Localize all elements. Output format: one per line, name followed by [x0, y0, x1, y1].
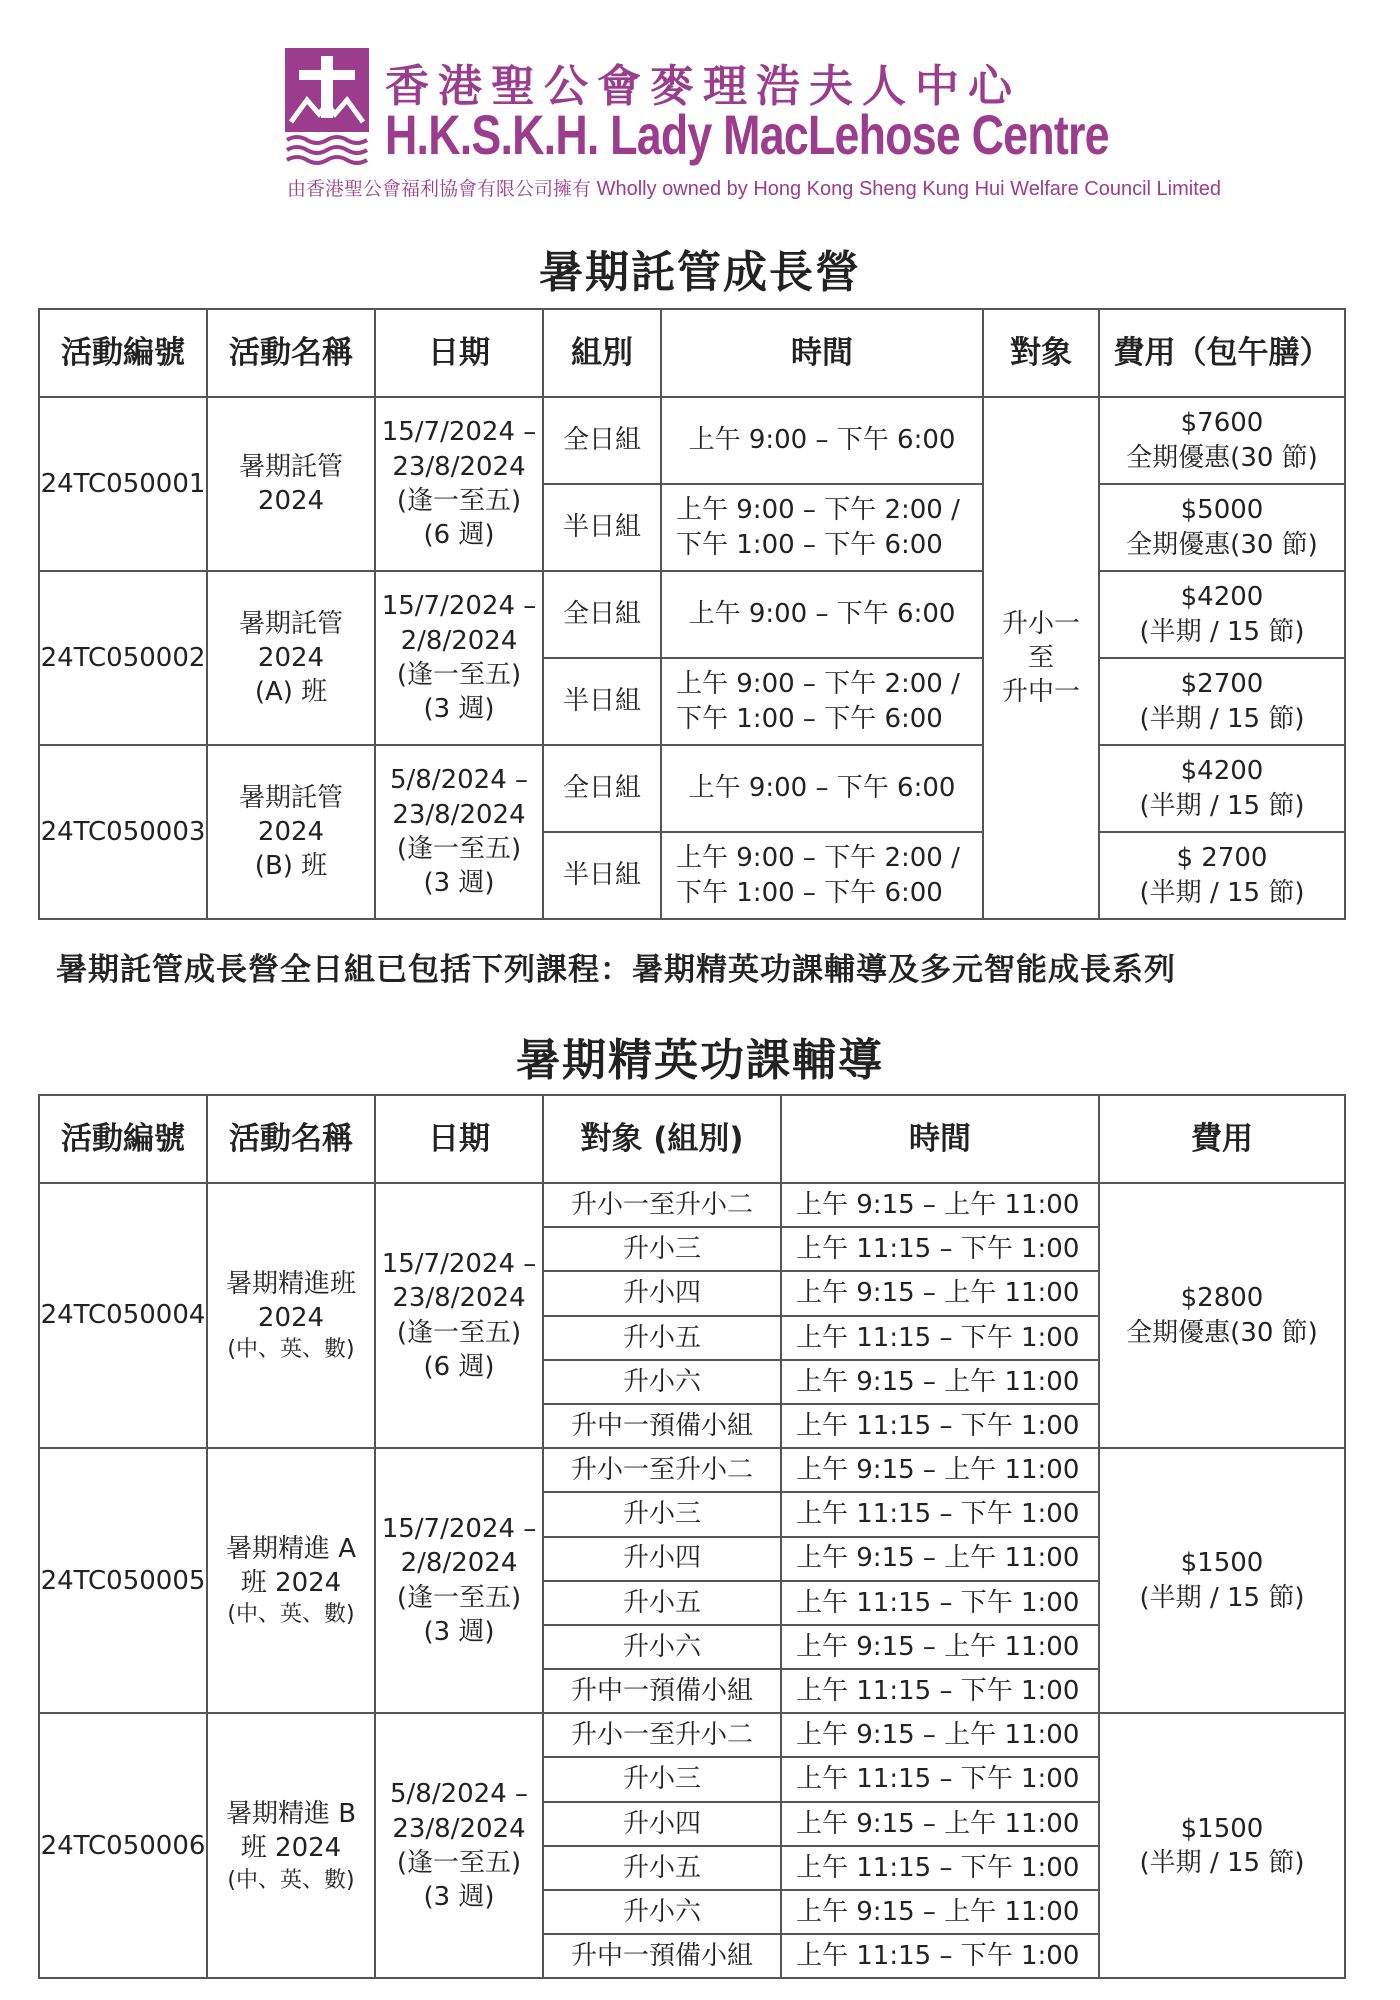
time-cell: 上午 9:00 – 下午 2:00 / 下午 1:00 – 下午 6:00 — [661, 484, 983, 571]
activity-name: 暑期精進 B 班 2024 (中、英、數) — [207, 1713, 375, 1978]
fee-cell: $5000 全期優惠(30 節) — [1099, 484, 1345, 571]
activity-code: 24TC050003 — [39, 745, 207, 919]
activity-date: 15/7/2024 – 23/8/2024 (逢一至五) (6 週) — [375, 397, 543, 571]
time-cell: 上午 11:15 – 下午 1:00 — [781, 1757, 1099, 1801]
homework-tutoring-table — [38, 1094, 1346, 1979]
header-date: 日期 — [375, 309, 543, 397]
time-cell: 上午 9:00 – 下午 6:00 — [661, 397, 983, 484]
fee-cell: $7600 全期優惠(30 節) — [1099, 397, 1345, 484]
fee-cell: $4200 (半期 / 15 節) — [1099, 745, 1345, 832]
time-cell: 上午 9:00 – 下午 2:00 / 下午 1:00 – 下午 6:00 — [661, 832, 983, 919]
day-camp-table — [38, 308, 1346, 920]
target-group: 升小六 — [543, 1890, 781, 1934]
time-cell: 上午 9:15 – 上午 11:00 — [781, 1183, 1099, 1227]
table-row — [39, 1448, 1345, 1492]
target-group: 升小四 — [543, 1271, 781, 1315]
time-cell: 上午 11:15 – 下午 1:00 — [781, 1581, 1099, 1625]
homework-tutoring-title: 暑期精英功課輔導 — [516, 1035, 884, 1086]
time-cell: 上午 9:15 – 上午 11:00 — [781, 1890, 1099, 1934]
time-cell: 上午 9:15 – 上午 11:00 — [781, 1448, 1099, 1492]
table-row — [39, 1713, 1345, 1757]
activity-date: 15/7/2024 – 2/8/2024 (逢一至五) (3 週) — [375, 1448, 543, 1713]
time-cell: 上午 11:15 – 下午 1:00 — [781, 1934, 1099, 1978]
ownership-chinese: 由香港聖公會福利協會有限公司擁有 — [287, 179, 592, 200]
time-cell: 上午 11:15 – 下午 1:00 — [781, 1227, 1099, 1271]
ownership-english: Wholly owned by Hong Kong Sheng Kung Hui Welfare Council Limited — [596, 178, 1222, 200]
activity-date: 5/8/2024 – 23/8/2024 (逢一至五) (3 週) — [375, 1713, 543, 1978]
activity-code: 24TC050005 — [39, 1448, 207, 1713]
activity-name: 暑期託管 2024 (A) 班 — [207, 571, 375, 745]
fee-cell: $2800 全期優惠(30 節) — [1099, 1183, 1345, 1448]
table-row — [39, 397, 1345, 484]
target-group: 升小六 — [543, 1625, 781, 1669]
time-cell: 上午 11:15 – 下午 1:00 — [781, 1492, 1099, 1536]
activity-code: 24TC050006 — [39, 1713, 207, 1978]
group-label: 全日組 — [543, 745, 661, 832]
ownership-line — [287, 174, 1221, 201]
time-cell: 上午 11:15 – 下午 1:00 — [781, 1846, 1099, 1890]
activity-name: 暑期精進班 2024 (中、英、數) — [207, 1183, 375, 1448]
target-group: 升中一預備小組 — [543, 1404, 781, 1448]
header-code: 活動編號 — [39, 309, 207, 397]
activity-code: 24TC050002 — [39, 571, 207, 745]
table-row — [39, 571, 1345, 658]
time-cell: 上午 9:00 – 下午 2:00 / 下午 1:00 – 下午 6:00 — [661, 658, 983, 745]
header-time: 時間 — [781, 1095, 1099, 1183]
activity-code: 24TC050004 — [39, 1183, 207, 1448]
group-label: 全日組 — [543, 397, 661, 484]
table-header-row — [39, 309, 1345, 397]
table-row — [39, 1183, 1345, 1227]
group-label: 全日組 — [543, 571, 661, 658]
activity-name: 暑期託管 2024 (B) 班 — [207, 745, 375, 919]
header-time: 時間 — [661, 309, 983, 397]
target-group: 升小一至升小二 — [543, 1713, 781, 1757]
target-group: 升小五 — [543, 1581, 781, 1625]
time-cell: 上午 9:15 – 上午 11:00 — [781, 1537, 1099, 1581]
activity-date: 15/7/2024 – 23/8/2024 (逢一至五) (6 週) — [375, 1183, 543, 1448]
table-header-row — [39, 1095, 1345, 1183]
target-group: 升小五 — [543, 1316, 781, 1360]
header-code: 活動編號 — [39, 1095, 207, 1183]
time-cell: 上午 11:15 – 下午 1:00 — [781, 1669, 1099, 1713]
activity-name: 暑期託管 2024 — [207, 397, 375, 571]
time-cell: 上午 9:00 – 下午 6:00 — [661, 571, 983, 658]
table-row — [39, 745, 1345, 832]
time-cell: 上午 9:15 – 上午 11:00 — [781, 1360, 1099, 1404]
header-name: 活動名稱 — [207, 1095, 375, 1183]
header-name: 活動名稱 — [207, 309, 375, 397]
camp-note: 暑期託管成長營全日組已包括下列課程：暑期精英功課輔導及多元智能成長系列 — [56, 952, 1176, 988]
org-header — [285, 46, 1222, 206]
target-group: 升小四 — [543, 1537, 781, 1581]
target-group: 升小三 — [543, 1227, 781, 1271]
header-target: 對象 — [983, 309, 1099, 397]
header-target: 對象 (組別) — [543, 1095, 781, 1183]
target-group: 升中一預備小組 — [543, 1934, 781, 1978]
target-group: 升小一至升小二 — [543, 1183, 781, 1227]
group-label: 半日組 — [543, 832, 661, 919]
fee-cell: $2700 (半期 / 15 節) — [1099, 658, 1345, 745]
target-group: 升小四 — [543, 1802, 781, 1846]
fee-cell: $1500 (半期 / 15 節) — [1099, 1448, 1345, 1713]
time-cell: 上午 9:15 – 上午 11:00 — [781, 1713, 1099, 1757]
activity-code: 24TC050001 — [39, 397, 207, 571]
cross-mountain-waves-logo-icon — [285, 48, 369, 172]
target-group: 升小三 — [543, 1757, 781, 1801]
target-group: 升小五 — [543, 1846, 781, 1890]
fee-cell: $ 2700 (半期 / 15 節) — [1099, 832, 1345, 919]
target-group: 升小三 — [543, 1492, 781, 1536]
fee-cell: $4200 (半期 / 15 節) — [1099, 571, 1345, 658]
target-group: 升小六 — [543, 1360, 781, 1404]
header-group: 組別 — [543, 309, 661, 397]
time-cell: 上午 11:15 – 下午 1:00 — [781, 1404, 1099, 1448]
group-label: 半日組 — [543, 658, 661, 745]
time-cell: 上午 9:00 – 下午 6:00 — [661, 745, 983, 832]
org-name-chinese: 香港聖公會麥理浩夫人中心 — [385, 61, 1021, 112]
activity-date: 5/8/2024 – 23/8/2024 (逢一至五) (3 週) — [375, 745, 543, 919]
time-cell: 上午 9:15 – 上午 11:00 — [781, 1625, 1099, 1669]
activity-name: 暑期精進 A 班 2024 (中、英、數) — [207, 1448, 375, 1713]
time-cell: 上午 9:15 – 上午 11:00 — [781, 1802, 1099, 1846]
header-date: 日期 — [375, 1095, 543, 1183]
time-cell: 上午 9:15 – 上午 11:00 — [781, 1271, 1099, 1315]
header-fee: 費用（包午膳） — [1099, 309, 1345, 397]
target-group: 升中一預備小組 — [543, 1669, 781, 1713]
group-label: 半日組 — [543, 484, 661, 571]
header-fee: 費用 — [1099, 1095, 1345, 1183]
fee-cell: $1500 (半期 / 15 節) — [1099, 1713, 1345, 1978]
day-camp-title: 暑期託管成長營 — [539, 247, 861, 298]
target-cell: 升小一 至 升中一 — [983, 397, 1099, 919]
time-cell: 上午 11:15 – 下午 1:00 — [781, 1316, 1099, 1360]
target-group: 升小一至升小二 — [543, 1448, 781, 1492]
activity-date: 15/7/2024 – 2/8/2024 (逢一至五) (3 週) — [375, 571, 543, 745]
org-name-english: H.K.S.K.H. Lady MacLehose Centre — [385, 103, 1109, 166]
